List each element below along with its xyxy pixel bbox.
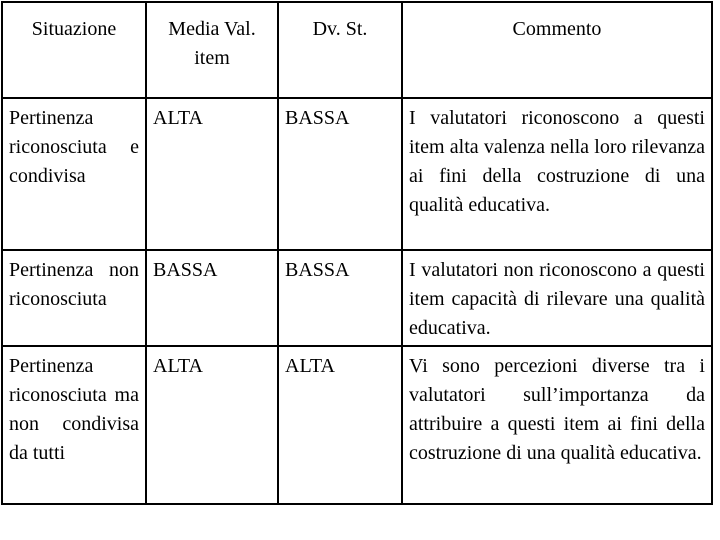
- cell-media: BASSA: [146, 250, 278, 346]
- cell-situazione: Pertinenza non riconosciuta: [2, 250, 146, 346]
- cell-dev-st: BASSA: [278, 250, 402, 346]
- cell-situazione: Pertinenza riconosciuta e condivisa: [2, 98, 146, 250]
- cell-situazione: Pertinenza riconosciuta ma non condivisa da tutti: [2, 346, 146, 504]
- cell-media: ALTA: [146, 98, 278, 250]
- table-header-row: [2, 2, 712, 98]
- cell-media: ALTA: [146, 346, 278, 504]
- header-dev-st: Dv. St.: [278, 2, 402, 98]
- cell-dev-st: ALTA: [278, 346, 402, 504]
- cell-commento: Vi sono percezioni diverse tra i valutatori sull’importanza da attribuire a questi item ai fini della costruzione di una qualità educativa.: [402, 346, 712, 504]
- header-commento: Commento: [402, 2, 712, 98]
- cell-commento: I valutatori non riconoscono a questi item capacità di rilevare una qualità educativa.: [402, 250, 712, 346]
- cell-dev-st: BASSA: [278, 98, 402, 250]
- cell-commento: I valutatori riconoscono a questi item alta valenza nella loro rilevanza ai fini della costruzione di una qualità educativa.: [402, 98, 712, 250]
- header-situazione: Situazione: [2, 2, 146, 98]
- evaluation-table: [1, 1, 713, 505]
- table-row: [2, 250, 712, 346]
- header-media-val-item: Media Val. item: [146, 2, 278, 98]
- table-row: [2, 346, 712, 504]
- table-row: [2, 98, 712, 250]
